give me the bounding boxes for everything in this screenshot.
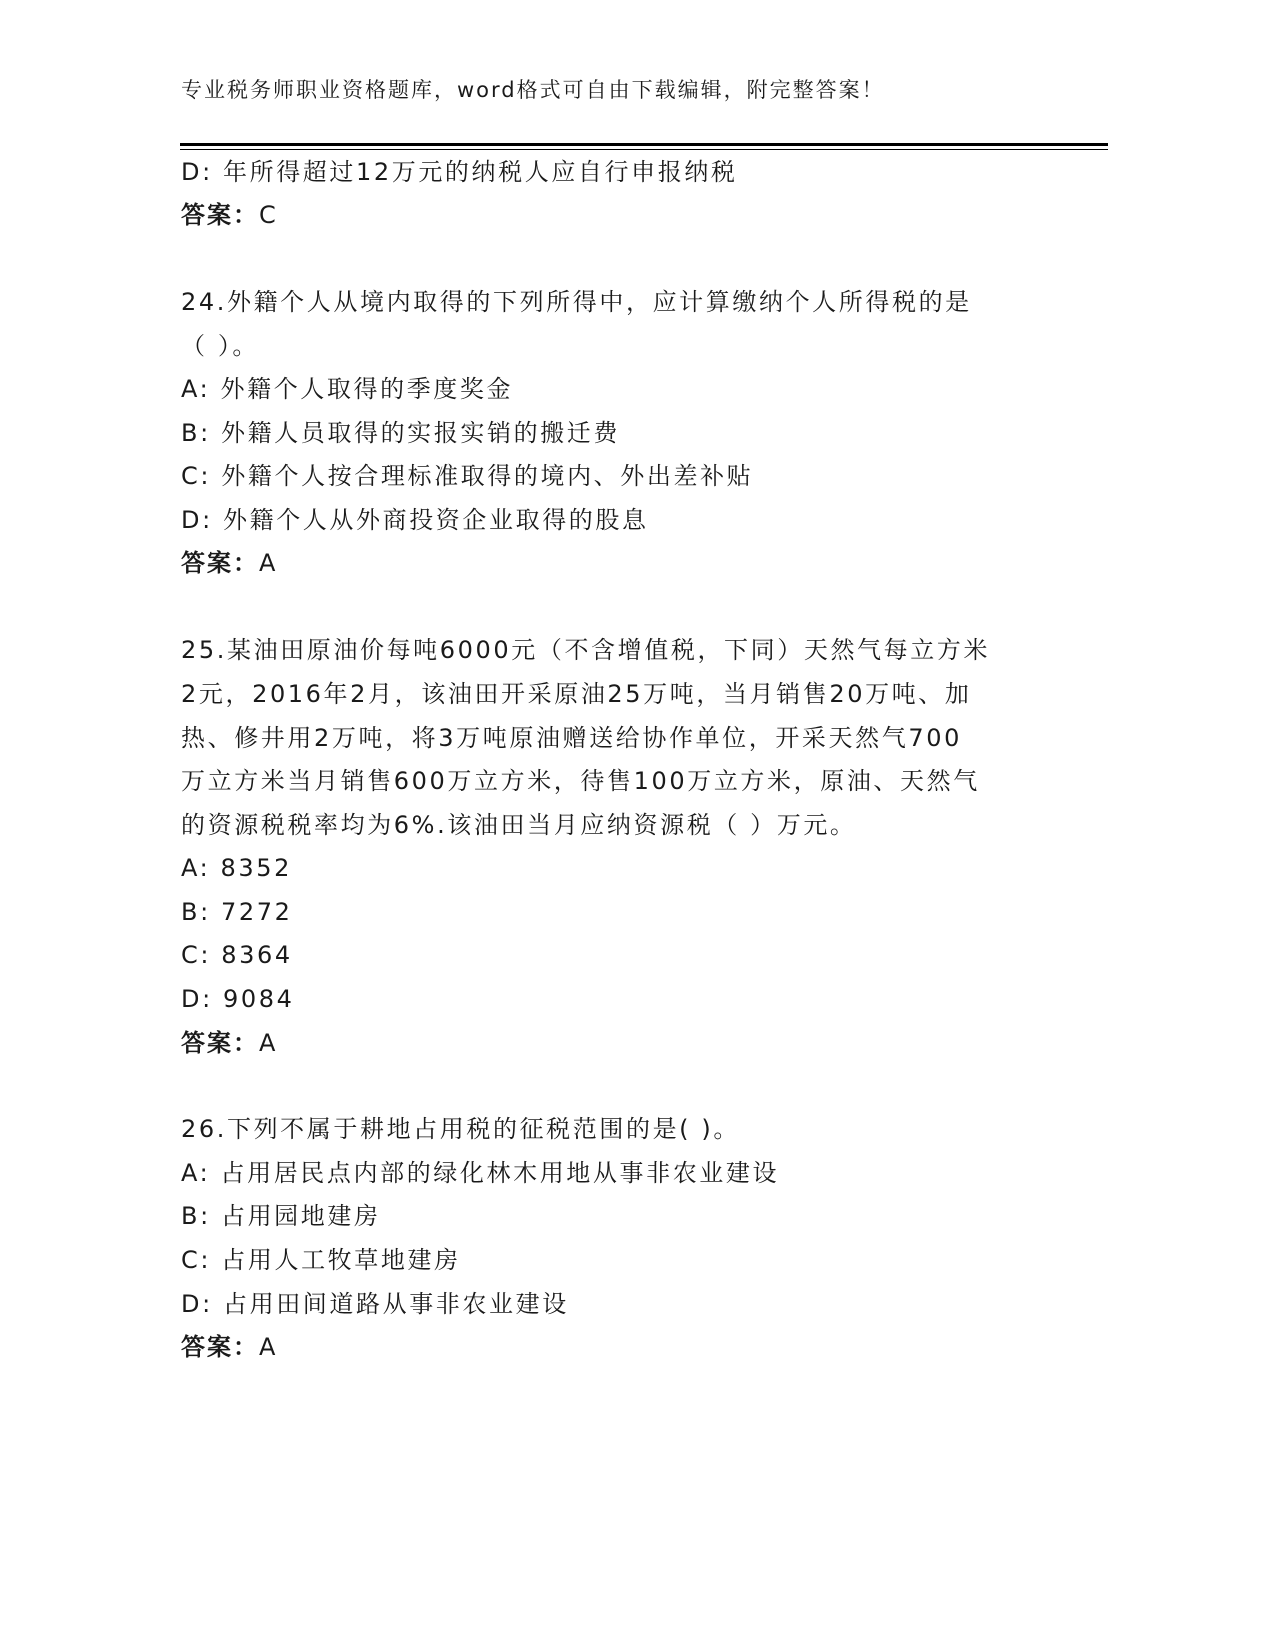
q26-option-b: B: 占用园地建房 [181, 1202, 381, 1230]
prev-option-d: D: 年所得超过12万元的纳税人应自行申报纳税 [181, 158, 738, 186]
q26-answer [181, 1331, 277, 1363]
q25-option-c: C: 8364 [181, 941, 293, 969]
q24-option-d: D: 外籍个人从外商投资企业取得的股息 [181, 506, 649, 534]
header-divider [180, 143, 1108, 150]
q24-option-a: A: 外籍个人取得的季度奖金 [181, 375, 514, 403]
q26-option-d: D: 占用田间道路从事非农业建设 [181, 1290, 569, 1318]
answer-label: 答案： [181, 201, 259, 229]
q26-option-a: A: 占用居民点内部的绿化林木用地从事非农业建设 [181, 1159, 780, 1187]
answer-label: 答案： [181, 1029, 259, 1057]
q25-answer [181, 1027, 277, 1059]
answer-value: C [259, 201, 278, 229]
answer-value: A [259, 549, 278, 577]
answer-value: A [259, 1029, 278, 1057]
q26-stem-line-1: 26.下列不属于耕地占用税的征税范围的是( )。 [181, 1115, 740, 1143]
q25-option-a: A: 8352 [181, 854, 292, 882]
q24-answer [181, 547, 277, 579]
q24-stem-line-2: （ ）。 [181, 332, 260, 360]
prev-answer [181, 199, 278, 231]
answer-value: A [259, 1333, 278, 1361]
q24-option-c: C: 外籍个人按合理标准取得的境内、外出差补贴 [181, 462, 754, 490]
q25-stem-line-5: 的资源税税率均为6%.该油田当月应纳资源税（ ）万元。 [181, 811, 857, 839]
answer-label: 答案： [181, 549, 259, 577]
q25-stem-line-4: 万立方米当月销售600万立方米，待售100万立方米，原油、天然气 [181, 767, 980, 795]
q25-stem-line-3: 热、修井用2万吨，将3万吨原油赠送给协作单位，开采天然气700 [181, 724, 962, 752]
q24-option-b: B: 外籍人员取得的实报实销的搬迁费 [181, 419, 620, 447]
q25-option-d: D: 9084 [181, 985, 295, 1013]
q25-option-b: B: 7272 [181, 898, 293, 926]
answer-label: 答案： [181, 1333, 259, 1361]
q25-stem-line-2: 2元，2016年2月，该油田开采原油25万吨，当月销售20万吨、加 [181, 680, 972, 708]
page-header: 专业税务师职业资格题库，word格式可自由下载编辑，附完整答案！ [181, 78, 885, 102]
q26-option-c: C: 占用人工牧草地建房 [181, 1246, 461, 1274]
q25-stem-line-1: 25.某油田原油价每吨6000元（不含增值税，下同）天然气每立方米 [181, 636, 991, 664]
q24-stem-line-1: 24.外籍个人从境内取得的下列所得中，应计算缴纳个人所得税的是 [181, 288, 972, 316]
